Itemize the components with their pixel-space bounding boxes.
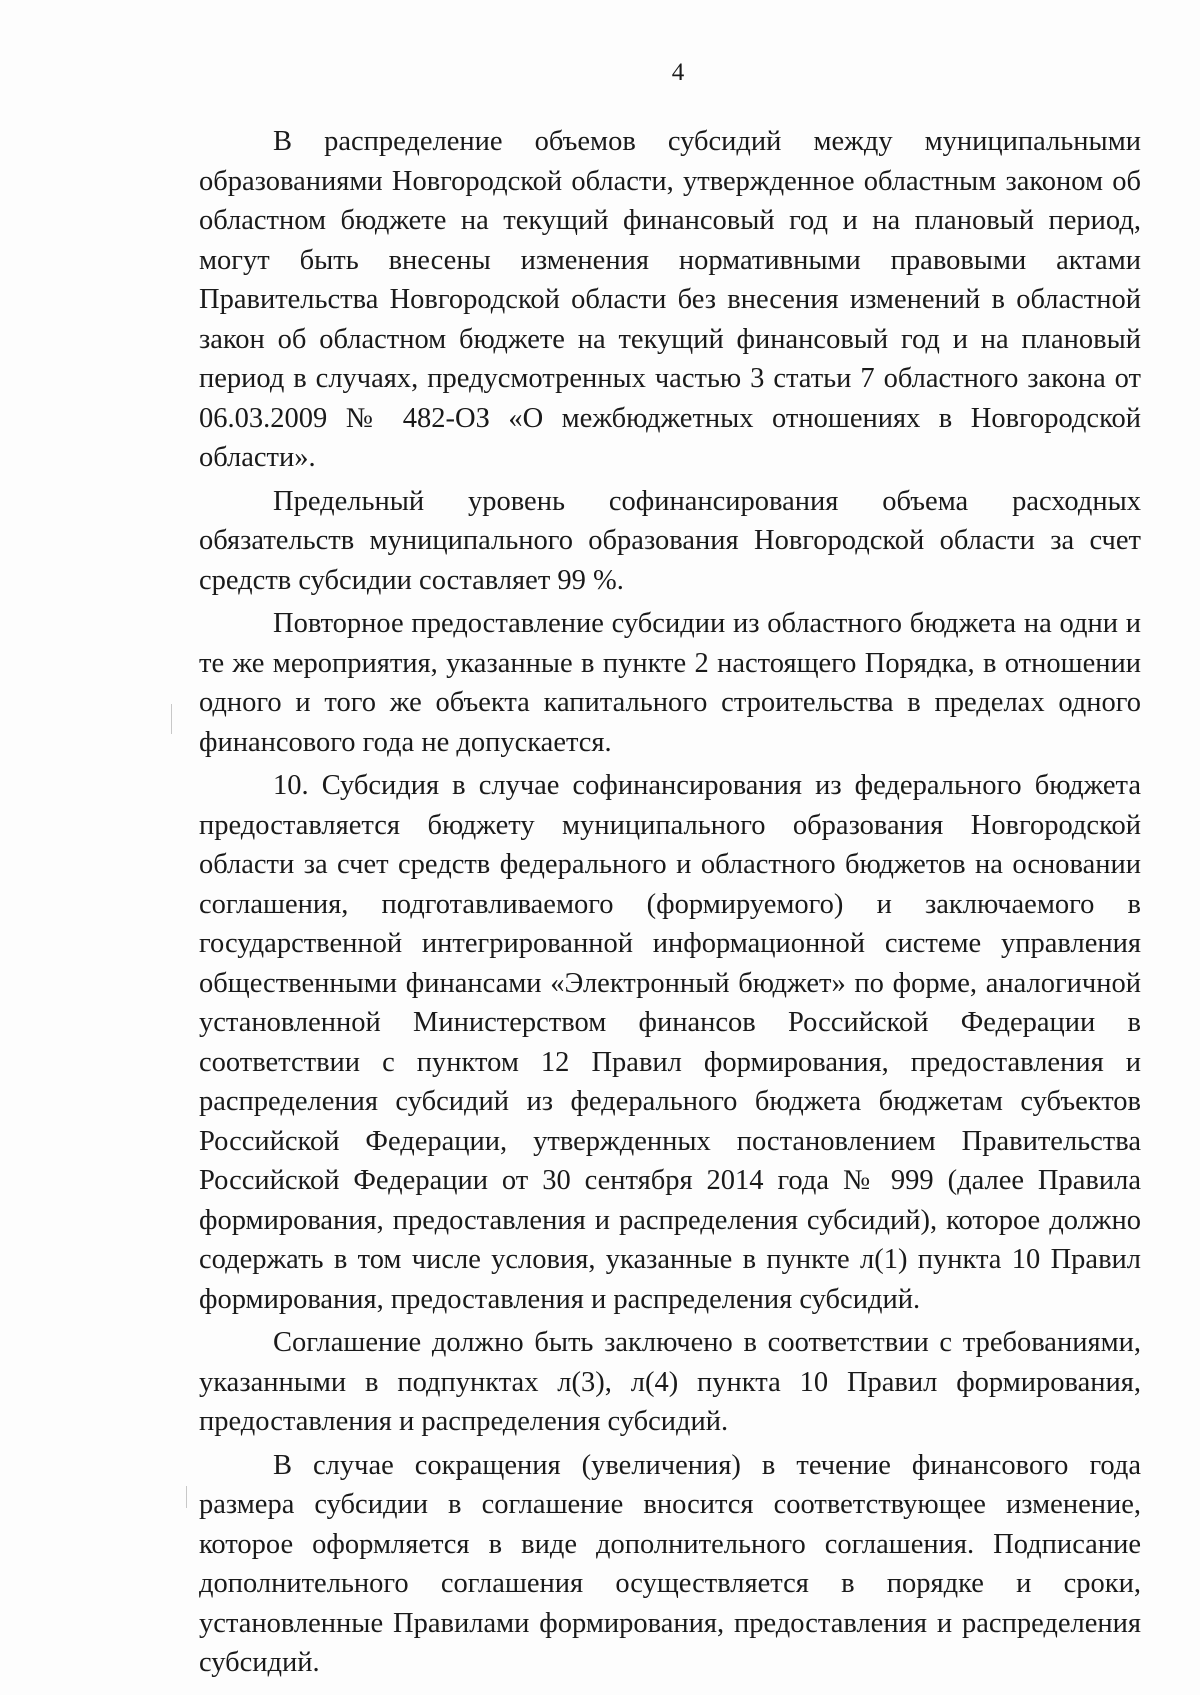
scan-artifact-line (171, 704, 172, 734)
paragraph-cofinancing-level: Предельный уровень софинансирования объема расходных обязательств муниципального образования Новгородской области за счет средств субсидии составляет 99 %. (199, 485, 1141, 596)
scan-artifact-line (186, 1486, 187, 1508)
paragraph-agreement-requirements: Соглашение должно быть заключено в соответствии с требованиями, указанными в подпунктах л(3), л(4) пункта 10 Правил формирования, предоставления и распределения субсидий. (199, 1327, 1141, 1437)
document-body (199, 122, 1141, 1687)
paragraph-agreement-amendment: В случае сокращения (увеличения) в течение финансового года размера субсидии в соглашение вносится соответствующее изменение, которое оформляется в виде дополнительного соглашения. Подписание дополнительного соглашения осуществляется в порядке и сроки, установленные Правилами формирования, предоставления и распределения субсидий. (199, 1449, 1141, 1678)
paragraph-item-10: 10. Субсидия в случае софинансирования из федерального бюджета предоставляется бюджету муниципального образования Новгородской области за счет средств федерального и областного бюджетов на основании соглашения, подготавливаемого (формируемого) и заключаемого в государственной интегрированной информационной системе управления общественными финансами «Электронный бюджет» по форме, аналогичной установленной Министерством финансов Российской Федерации в соответствии с пунктом 12 Правил формирования, предоставления и распределения субсидий из федерального бюджета бюджетам субъектов Российской Федерации, утвержденных постановлением Правительства Российской Федерации от 30 сентября 2014 года № 999 (далее Правила формирования, предоставления и распределения субсидий), которое должно содержать в том числе условия, указанные в пункте л(1) пункта 10 Правил формирования, предоставления и распределения субсидий. (199, 770, 1141, 1315)
paragraph-repeat-provision: Повторное предоставление субсидии из областного бюджета на одни и те же мероприятия, указанные в пункте 2 настоящего Порядка, в отношении одного и того же объекта капитального строительства в пределах одного финансового года не допускается. (199, 608, 1141, 758)
paragraph-subsidy-distribution: В распределение объемов субсидий между муниципальными образованиями Новгородской области, утвержденное областным законом об областном бюджете на текущий финансовый год и на плановый период, могут быть внесены изменения нормативными правовыми актами Правительства Новгородской области без внесения изменений в областной закон об областном бюджете на текущий финансовый год и на плановый период в случаях, предусмотренных частью 3 статьи 7 областного закона от 06.03.2009 № 482-ОЗ «О межбюджетных отношениях в Новгородской области». (199, 126, 1141, 473)
page-number: 4 (671, 59, 685, 86)
